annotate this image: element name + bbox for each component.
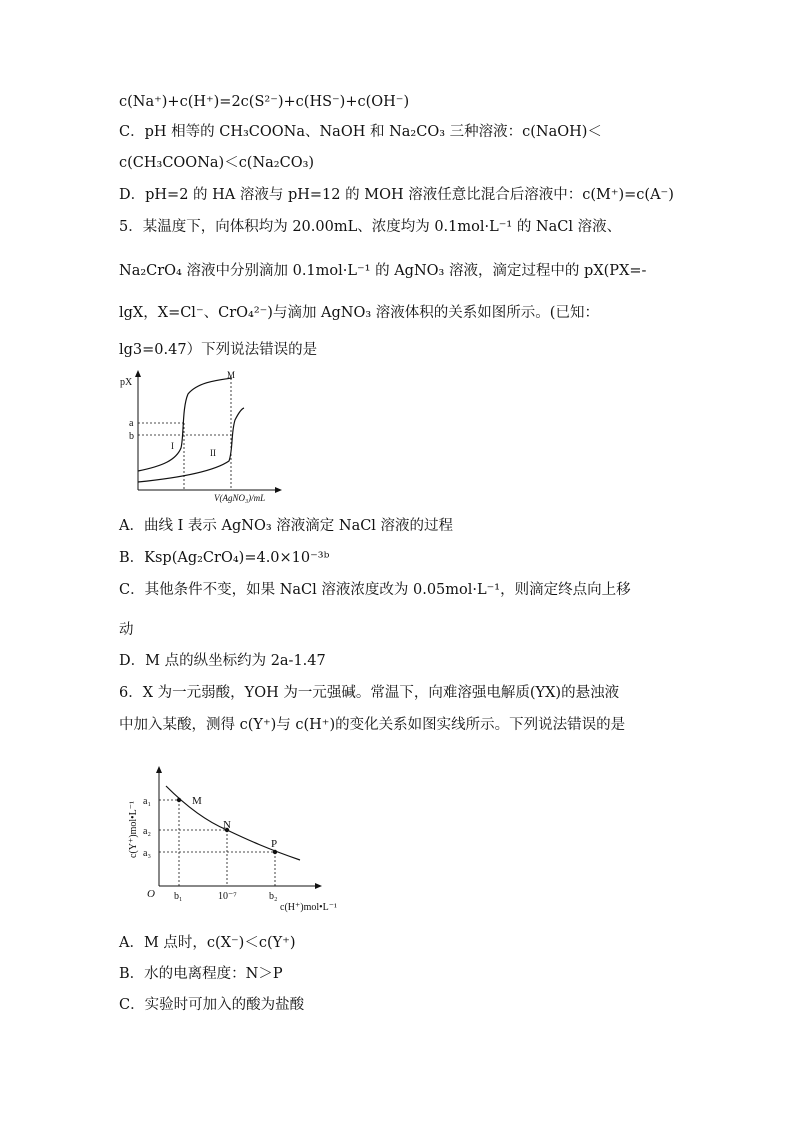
- text-line-8: lg3=0.47）下列说法错误的是: [119, 342, 318, 358]
- fig2-x-label: c(H⁺)mol•L⁻¹: [280, 902, 338, 913]
- text-line-2: C．pH 相等的 CH₃COONa、NaOH 和 Na₂CO₃ 三种溶液：c(NaOH)＜: [119, 124, 602, 140]
- option-a-q5: A．曲线 I 表示 AgNO₃ 溶液滴定 NaCl 溶液的过程: [119, 518, 454, 534]
- option-d-q5: D．M 点的纵坐标约为 2a-1.47: [119, 653, 326, 669]
- fig1-x-arrow: [275, 487, 282, 493]
- option-a-q6: A．M 点时，c(X⁻)＜c(Y⁺): [119, 935, 296, 951]
- fig2-x-arrow: [315, 883, 322, 889]
- fig2-y-label: c(Y⁺)mol•L⁻¹: [128, 800, 139, 858]
- option-c-q5: C．其他条件不变，如果 NaCl 溶液浓度改为 0.05mol·L⁻¹，则滴定终点向上移: [119, 582, 631, 598]
- fig1-y-label: pX: [120, 377, 133, 388]
- fig2-point-M: M: [192, 795, 202, 807]
- fig2-tick-a1: a₁: [143, 796, 151, 807]
- fig1-curve-II-label: II: [210, 448, 216, 458]
- fig2-point-P: P: [271, 838, 278, 850]
- option-c-q6: C．实验时可加入的酸为盐酸: [119, 997, 305, 1013]
- curve-II: [138, 408, 244, 482]
- text-line-4: D．pH=2 的 HA 溶液与 pH=12 的 MOH 溶液任意比混合后溶液中：c(M⁺)=c(A⁻): [119, 187, 674, 203]
- fig1-point-M: M: [227, 370, 236, 380]
- option-b-q6: B．水的电离程度：N＞P: [119, 966, 283, 982]
- fig2-point-N: N: [223, 819, 231, 831]
- fig1-tick-b: b: [129, 431, 134, 442]
- question-6-line-2: 中加入某酸，测得 c(Y⁺)与 c(H⁺)的变化关系如图实线所示。下列说法错误的是: [119, 717, 626, 733]
- option-c-q5-cont: 动: [119, 622, 134, 638]
- curve-I: [138, 378, 232, 471]
- titration-figure: [118, 368, 288, 508]
- text-line-5: 5．某温度下，向体积均为 20.00mL、浓度均为 0.1mol·L⁻¹ 的 NaCl 溶液、: [119, 219, 622, 235]
- fig2-tick-10-7: 10⁻⁷: [218, 891, 237, 902]
- text-line-7: lgX，X=Cl⁻、CrO₄²⁻)与滴加 AgNO₃ 溶液体积的关系如图所示。(已知：: [119, 305, 599, 321]
- option-b-q5: B．Ksp(Ag₂CrO₄)=4.0×10⁻³ᵇ: [119, 550, 330, 566]
- fig2-tick-a3: a₃: [143, 848, 151, 859]
- text-line-1: c(Na⁺)+c(H⁺)=2c(S²⁻)+c(HS⁻)+c(OH⁻): [119, 94, 410, 110]
- fig2-origin: O: [147, 888, 155, 900]
- fig2-point-M-dot: [177, 798, 181, 802]
- fig2-point-P-dot: [273, 850, 277, 854]
- fig1-y-arrow: [135, 370, 141, 377]
- fig2-curve: [166, 786, 300, 860]
- solubility-figure: [118, 760, 368, 920]
- fig2-tick-a2: a₂: [143, 826, 151, 837]
- question-6-line-1: 6．X 为一元弱酸，YOH 为一元强碱。常温下，向难溶强电解质(YX)的悬浊液: [119, 685, 620, 701]
- text-line-3: c(CH₃COONa)＜c(Na₂CO₃): [119, 155, 315, 171]
- fig2-tick-b1: b₁: [174, 891, 183, 902]
- fig1-tick-a: a: [129, 418, 134, 429]
- fig1-curve-I-label: I: [171, 441, 174, 451]
- fig2-tick-b2: b₂: [269, 891, 278, 902]
- fig1-x-label: V(AgNO₃)/mL: [214, 493, 266, 503]
- fig2-y-arrow: [156, 766, 162, 773]
- text-line-6: Na₂CrO₄ 溶液中分别滴加 0.1mol·L⁻¹ 的 AgNO₃ 溶液，滴定过程中的 pX(PX=-: [119, 263, 647, 279]
